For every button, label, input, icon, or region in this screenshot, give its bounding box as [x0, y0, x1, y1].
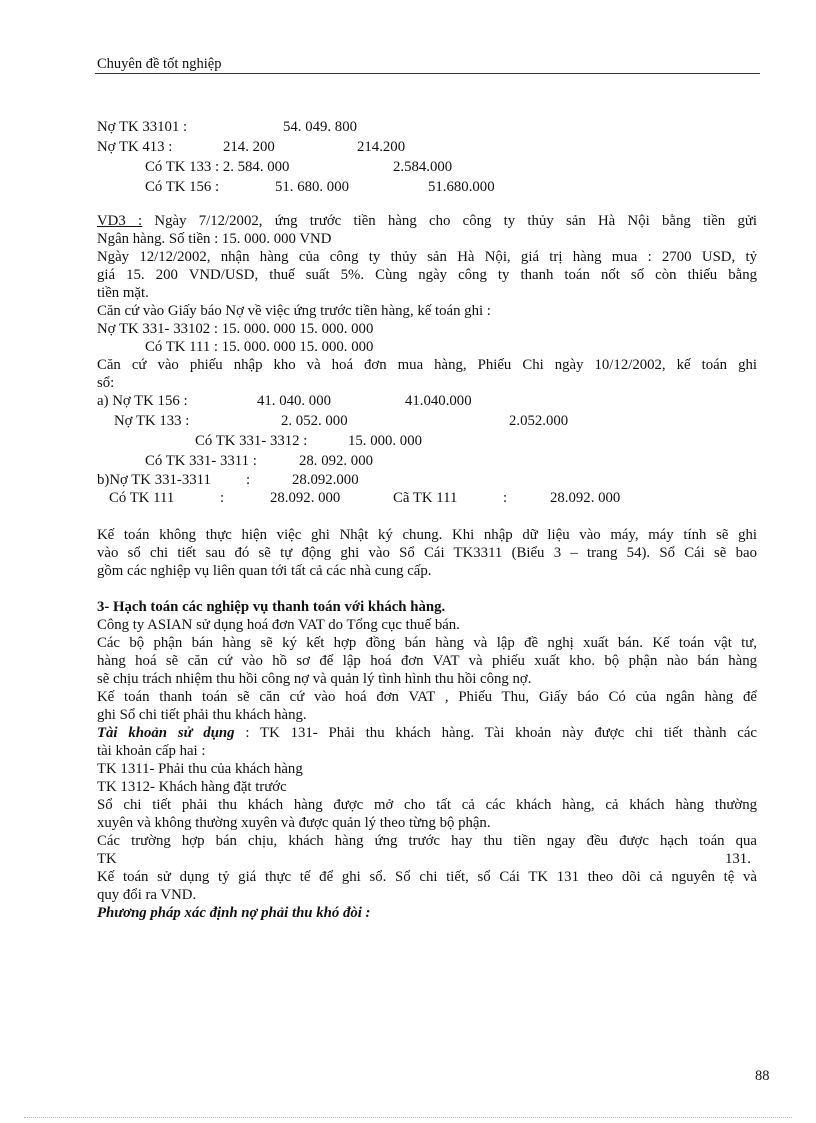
text-line: Công ty ASIAN sử dụng hoá đơn VAT do Tổng cục thuế bán.: [97, 617, 460, 633]
paragraph: Các bộ phận bán hàng sẽ ký kết hợp đồng bán hàng và lập đề nghị xuất bán. Kế toán vật tư,: [97, 635, 757, 651]
paragraph: giá 15. 200 VND/USD, thuế suất 5%. Cùng ngày công ty thanh toán nốt số còn thiếu bằng: [97, 267, 757, 283]
entry-line: Nợ TK 413 : 214. 200 214.200: [97, 139, 406, 155]
text-line: TK 1312- Khách hàng đặt trước: [97, 779, 287, 795]
text-line: TK 1311- Phải thu của khách hàng: [97, 761, 303, 777]
entry-line: Có TK 331- 3311 : 28. 092. 000: [145, 453, 373, 469]
entry-line: Có TK 156 : 51. 680. 000 51.680.000: [145, 179, 495, 195]
entry-line: Nợ TK 331- 33102 : 15. 000. 000 15. 000. 000: [97, 321, 374, 337]
subsection-heading: Phương pháp xác định nợ phải thu khó đòi :: [97, 905, 371, 921]
text-line: Ngân hàng. Số tiền : 15. 000. 000 VND: [97, 231, 332, 247]
text-line: gồm các nghiệp vụ liên quan tới tất cả các nhà cung cấp.: [97, 563, 432, 579]
paragraph: Ngày 12/12/2002, nhận hàng của công ty thủy sản Hà Nội, giá trị hàng mua : 2700 USD, tỷ: [97, 249, 757, 265]
paragraph: Tài khoản sử dụng : TK 131- Phải thu khách hàng. Tài khoản này được chi tiết thành các: [97, 725, 757, 741]
text-line: sẽ chịu trách nhiệm thu hồi công nợ và quản lý tình hình thu hồi công nợ.: [97, 671, 532, 687]
entry-line: b)Nợ TK 331-3311 : 28.092.000: [97, 472, 359, 488]
section-heading: 3- Hạch toán các nghiệp vụ thanh toán với khách hàng.: [97, 599, 446, 615]
paragraph: vào sổ chi tiết sau đó sẽ tự động ghi vào Sổ Cái TK3311 (Biểu 3 – trang 54). Sổ Cái sẽ bao: [97, 545, 757, 561]
text-line: tiền mặt.: [97, 285, 149, 301]
paragraph: Sổ chi tiết phải thu khách hàng được mở cho tất cả các khách hàng, cả khách hàng thường: [97, 797, 757, 813]
page-header: Chuyên đề tốt nghiệp: [97, 56, 222, 72]
header-divider: [95, 73, 760, 74]
entry-line: Nợ TK 133 : 2. 052. 000 2.052.000: [114, 413, 569, 429]
text-line: tài khoản cấp hai :: [97, 743, 206, 759]
paragraph: hàng hoá sẽ căn cứ vào hồ sơ để lập hoá đơn VAT và phiếu xuất kho. bộ phận nào bán hàng: [97, 653, 757, 669]
text-line: xuyên và không thường xuyên và được quản lý theo từng bộ phận.: [97, 815, 491, 831]
paragraph: Kế toán sử dụng tỷ giá thực tế để ghi sổ. Sổ chi tiết, sổ Cái TK 131 theo dõi cả nguyên tệ và: [97, 869, 757, 885]
text-line: ghi Sổ chi tiết phải thu khách hàng.: [97, 707, 307, 723]
text-line: quy đổi ra VND.: [97, 887, 197, 903]
text-line: Căn cứ vào Giấy báo Nợ về việc ứng trước tiền hàng, kế toán ghi :: [97, 303, 491, 319]
paragraph: Các trường hợp bán chịu, khách hàng ứng trước hay thu tiền ngay đều được hạch toán qua: [97, 833, 757, 849]
page-number: 88: [755, 1068, 770, 1084]
paragraph: VD3 : Ngày 7/12/2002, ứng trước tiền hàng cho công ty thủy sản Hà Nội bằng tiền gửi: [97, 213, 757, 229]
paragraph: Kế toán thanh toán sẽ căn cứ vào hoá đơn VAT , Phiếu Thu, Giấy báo Có của ngân hàng để: [97, 689, 757, 705]
footer-divider: [24, 1117, 792, 1118]
entry-line: Có TK 133 : 2. 584. 000 2.584.000: [145, 159, 453, 175]
entry-line: a) Nợ TK 156 : 41. 040. 000 41.040.000: [97, 393, 472, 409]
entry-line: Nợ TK 33101 : 54. 049. 800: [97, 119, 357, 135]
paragraph: Kế toán không thực hiện việc ghi Nhật ký chung. Khi nhập dữ liệu vào máy, máy tính sẽ ghi: [97, 527, 757, 543]
text-line: TK 131.: [97, 851, 751, 867]
entry-line: Có TK 111 : 28.092. 000 Cã TK 111 : 28.092. 000: [109, 490, 621, 506]
entry-line: Có TK 331- 3312 : 15. 000. 000: [195, 433, 422, 449]
text-line: sổ:: [97, 375, 115, 391]
entry-line: Có TK 111 : 15. 000. 000 15. 000. 000: [145, 339, 374, 355]
paragraph: Căn cứ vào phiếu nhập kho và hoá đơn mua hàng, Phiếu Chi ngày 10/12/2002, kế toán ghi: [97, 357, 757, 373]
